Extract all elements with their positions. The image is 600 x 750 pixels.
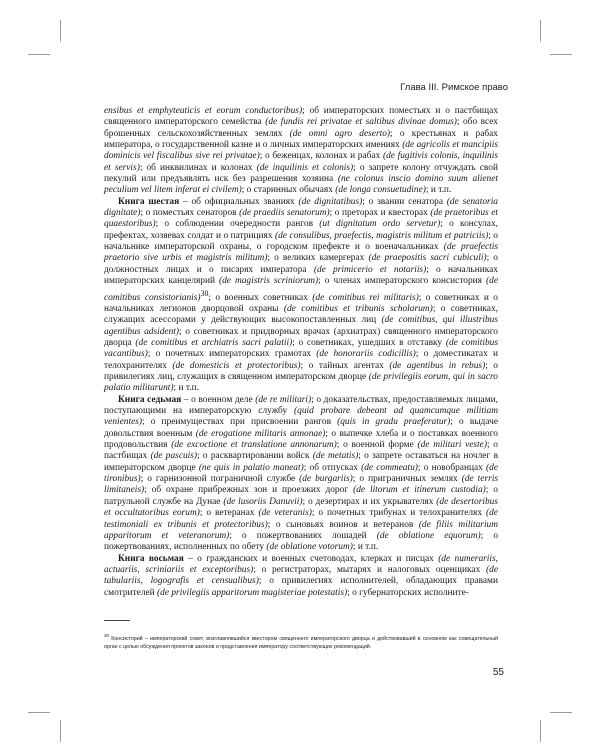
text-run: ; о консулах, префектах, хозяевах солдат и о патрициях: [104, 219, 498, 241]
latin-term: (de dignitatibus): [298, 196, 363, 207]
text-run: ; о гарнизонной пограничной службе: [140, 474, 300, 485]
text-run: ; о должностных лицах и о писарях императора: [104, 253, 498, 275]
latin-term: (de numerariis, actuariis, scriniariis et exceptoribus): [104, 553, 498, 575]
latin-term: (de praefectis praetorio sive urbis et magistris militum): [104, 242, 498, 264]
text-run: ; о пастбищах: [104, 440, 498, 462]
latin-term: (quid probare debeant ad quamcumque militiam venientes): [104, 406, 498, 428]
latin-term: (de primicerio et notariis): [313, 264, 427, 275]
latin-term: (de longa consuetudine): [335, 185, 426, 196]
text-run: ; о советниках и придворных врачах (архиатрах) священного императорского дворца: [104, 326, 498, 348]
latin-term: (ne quis in palatio maneat): [198, 462, 304, 473]
latin-term: (de burgariis): [299, 474, 353, 485]
text-run: ; о звании сенатора: [362, 196, 447, 207]
latin-term: (de agricolis et mancipiis dominicis vel fiscalibus sive rei privatae): [104, 140, 499, 162]
text-run: ; о военных советниках: [208, 292, 313, 303]
latin-term: (de magistris scriniorum): [219, 276, 319, 287]
latin-term: (de honorariis codicillis): [316, 349, 416, 360]
paragraph: [104, 395, 498, 554]
text-run: ; и т.п.: [352, 542, 379, 553]
crop-mark-top-left-h: [28, 54, 50, 55]
text-run: ; о начальнике императорской охраны, о городском префекте и о военачальниках: [104, 230, 498, 253]
text-run: ; о тайных агентах: [300, 360, 390, 371]
page-number: 55: [492, 667, 504, 678]
text-run: ; о регистраторах, мытарях и налоговых оценщиках: [253, 564, 487, 575]
latin-term: (de lusoriis Danuvii): [223, 496, 303, 507]
text-run: ; о доказательствах, предоставляемых лицами, поступающими на императорскую службу: [104, 394, 499, 417]
latin-term: (de fundis rei privatae et saltibus divinae domus): [265, 117, 457, 128]
text-run: ; о ветеранах: [199, 508, 259, 519]
text-run: ; о советниках, служащих асессорами у действующих высокопоставленных лиц: [104, 303, 498, 326]
text-run: ; о доместикатах и телохранителях: [104, 349, 498, 371]
text-run: – об официальных званиях: [179, 196, 299, 207]
latin-term: (de pascuis): [150, 451, 198, 462]
latin-term: (de domesticis et protectoribus): [172, 360, 301, 371]
paragraph: [104, 106, 498, 197]
text-run: ; о дезертирах и их укрывателях: [302, 496, 437, 507]
book-heading: Книга седьмая: [118, 394, 182, 405]
text-run: ; о членах императорского консистория: [318, 276, 487, 287]
latin-term: (quis in gradu praeferatur): [337, 417, 451, 428]
latin-term: (de omni agro deserto): [289, 128, 391, 139]
text-run: ; о выдаче довольствия военным: [104, 417, 498, 439]
latin-term: (de oblatione votorum): [266, 542, 353, 553]
latin-term: (de excoctione et translatione annonarum): [171, 440, 337, 451]
text-run: ; о крестьянах и рабах императора, о государственной казне и о личных императорских имениях: [104, 128, 498, 151]
latin-term: (de comitibus consistorianis): [104, 276, 498, 303]
text-run: ; о поместьях сенаторов: [140, 208, 240, 219]
text-run: ; о привилегиях исполнителей, обладающих правами смотрителей: [104, 576, 499, 598]
text-run: ; о запрете оставаться на ночлег в императорском дворце: [104, 451, 498, 473]
text-run: ; о советниках, ушедших в отставку: [292, 338, 446, 348]
text-run: – о гражданских и военных счетоводах, клерках и писцах: [183, 553, 439, 564]
text-run: ; и т.п.: [173, 383, 199, 394]
latin-term: (de praepositis sacri cubiculi): [368, 253, 487, 264]
latin-term: (de comitibus, qui illustribus agentibus adsident): [104, 315, 499, 337]
book-heading: Книга шестая: [118, 196, 180, 207]
text-run: ; о пожертвованиях, исполненных по обету: [104, 530, 499, 553]
crop-mark-top-right-h: [550, 54, 572, 55]
footnote-text: Консисторий – императорский совет, возглавлявшийся квестором священного императорского дворца и действовавший в основном как совещательный орган с целью обсуждения проектов законов и представления императору соответствующих рекомендаций.: [104, 635, 498, 650]
text-run: ; о выпечке хлеба и о поставках военного продовольствия: [104, 428, 498, 451]
text-run: ; и т.п.: [425, 185, 452, 196]
footnote-ref: 30: [200, 288, 209, 298]
text-run: ; об отпусках: [303, 462, 362, 473]
text-run: ; о губернаторских исполните-: [347, 587, 469, 598]
text-run: ; о патрульной службе на Дунае: [104, 485, 498, 507]
latin-term: (de tabulariis, logografis et censualibus): [104, 564, 498, 587]
text-run: ; о военной форме: [336, 440, 418, 451]
crop-mark-top-right-v: [540, 20, 541, 42]
latin-term: (de comitibus et archiatris sacri palatii): [135, 338, 293, 348]
paragraph: [104, 197, 498, 395]
text-run: ; о старинных обычаях: [241, 185, 336, 196]
latin-term: (de inquilinis et colonis): [256, 162, 354, 173]
text-run: ; о великих камергерах: [267, 253, 369, 264]
text-run: ; о приграничных землях: [352, 474, 462, 485]
text-run: ; о почетных трибунах и телохранителях: [311, 508, 486, 519]
text-run: ; об охране прибрежных зон и проезжих дорог: [144, 485, 354, 496]
text-run: ; о преторах и квесторах: [329, 208, 431, 219]
text-run: ; о соблюдении очередности рангов: [155, 219, 320, 230]
text-run: ; о начальниках императорских канцелярий: [104, 264, 498, 287]
latin-term: (de re militari): [255, 394, 312, 405]
text-run: ; о почетных императорских грамотах: [147, 349, 317, 360]
latin-term: (de terris limitaneis): [104, 474, 498, 496]
latin-term: (de litorum et itinerum custodia): [353, 485, 486, 496]
latin-term: (de metatis): [312, 451, 359, 462]
paragraph: [104, 554, 498, 599]
latin-term: ensibus et emphyteuticis et eorum conductoribus): [104, 106, 303, 116]
latin-term: (de testimoniali ex tribunis et protectoribus): [104, 508, 498, 530]
latin-term: (de privilegiis apparitorum magisteriae potestatis): [157, 587, 348, 598]
crop-mark-bottom-left-v: [60, 720, 61, 742]
text-run: ; о беженцах, колонах и рабах: [259, 151, 383, 162]
footnote-separator: [104, 620, 130, 621]
text-run: ; о расквартировании войск: [197, 451, 313, 462]
text-run: ; о привилегиях лиц, служащих в священном императорском дворце: [104, 360, 498, 383]
text-run: ; о запрете колону отчуждать свой пекулий или предъявлять иск без разрешения хозяина: [104, 162, 498, 185]
crop-mark-bottom-right-h: [550, 712, 572, 713]
latin-term: (de agentibus in rebus): [389, 360, 486, 371]
crop-mark-bottom-right-v: [540, 720, 541, 742]
latin-term: (de praetoribus et quaestoribus): [104, 208, 498, 230]
text-run: ; о советниках и о начальниках легионов дворцовой охраны: [104, 292, 498, 314]
text-run: ; о пожертвованиях лошадей: [229, 530, 377, 541]
latin-term: (de veteranis): [258, 508, 312, 519]
text-run: ; о новобранцах: [417, 462, 487, 473]
body-text: [104, 106, 498, 599]
running-header: Глава III. Римское право: [400, 82, 508, 93]
latin-term: (de consulibus, praefectis, magistris militum et patriciis): [274, 230, 489, 241]
latin-term: (de comitibus rei militaris): [312, 292, 419, 303]
latin-term: (de comitibus vacantibus): [104, 338, 498, 360]
text-run: ; о преимуществах при присвоении рангов: [142, 417, 338, 428]
latin-term: (de erogatione militaris annonae): [195, 428, 326, 439]
crop-mark-top-left-v: [60, 20, 61, 42]
latin-term: (de militari veste): [417, 440, 487, 451]
crop-mark-bottom-left-h: [28, 712, 50, 713]
text-run: ; о сыновьях воинов и ветеранов: [267, 519, 419, 530]
latin-term: (de fugitivis colonis, inquilinis et servis): [104, 151, 499, 173]
latin-term: (de tironibus): [104, 462, 498, 485]
latin-term: (de comitibus et tribunis scholarum): [283, 303, 433, 314]
text-run: ; об инквилинах и колонах: [139, 162, 257, 173]
text-run: – о военном деле: [181, 394, 256, 405]
latin-term: (ut dignitatum ordo servetur): [319, 219, 441, 230]
latin-term: (de oblatione equorum): [376, 530, 481, 541]
text-run: ; об императорских поместьях и о пастбищах священного императорского семейства: [104, 106, 499, 128]
latin-term: (de commeatu): [361, 462, 418, 473]
latin-term: (de filiis militarium apparitorum et veteranorum): [104, 519, 499, 541]
footnote-number: 30: [104, 633, 110, 638]
latin-term: (de praediis senatorum): [239, 208, 330, 219]
book-heading: Книга восьмая: [118, 553, 184, 564]
text-run: ; обо всех брошенных сельскохозяйственных землях: [104, 117, 498, 139]
footnote: [104, 632, 498, 651]
latin-term: (de desertoribus et occultatoribus eorum): [104, 496, 498, 519]
latin-term: (ne colonus inscio domino suum alienet peculium vel litem inferat ei civilem): [104, 174, 498, 196]
latin-term: (de privilegiis eorum, qui in sacro palatio militarunt): [104, 372, 498, 394]
latin-term: (de senatoria dignitate): [104, 196, 498, 219]
